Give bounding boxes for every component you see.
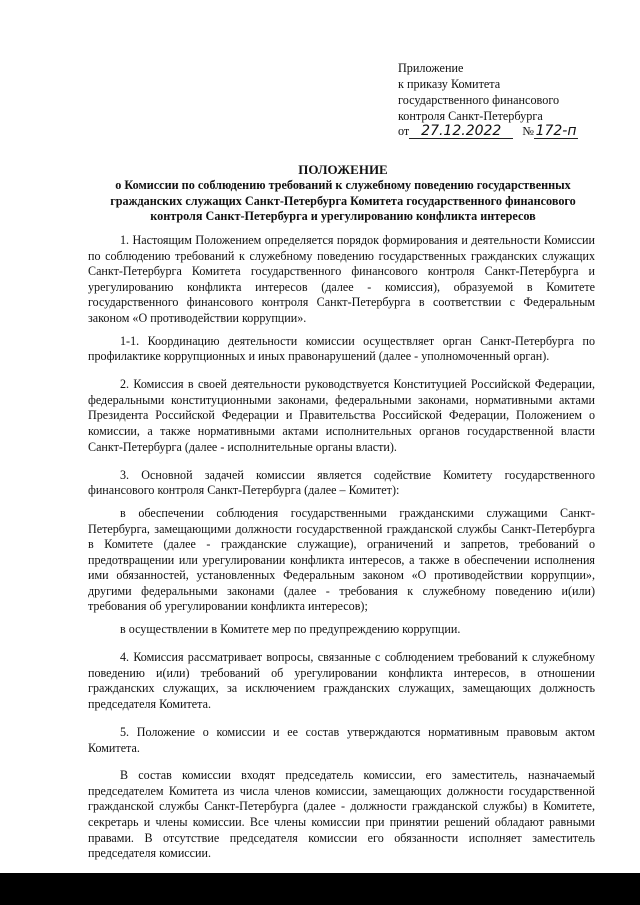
paragraph-1: 1. Настоящим Положением определяется порядок формирования и деятельности Комиссии по соблюдению требований к служебному поведению государственных гражданских служащих Санкт-Петербурга Комитета государственного финансового контроля Санкт-Петербурга и урегулированию конфликта интересов (далее - комиссия), образуемой в Комитете государственного финансового контроля Санкт-Петербурга в соответствии с Федеральным законом «О противодействии коррупции». bbox=[88, 233, 595, 325]
paragraph-3-item-a: в обеспечении соблюдения государственными гражданскими служащими Санкт-Петербурга, замещающими должности государственной гражданской службы Санкт-Петербурга в Комитете (далее - гражданские служащие), ограничений и запретов, требований о предотвращении или урегулировании конфликта интересов, а также в обеспечении исполнения ими обязанностей, установленных Федеральным законом «О противодействии коррупции», другими федеральными законами (далее - требования к служебному поведению и(или) требования об урегулировании конфликта интересов); bbox=[88, 505, 595, 614]
paragraph-4: 4. Комиссия рассматривает вопросы, связанные с соблюдением требований к служебному поведению и(или) требований об урегулировании конфликта интересов, в отношении гражданских служащих, за исключением гражданских служащих, замещающих должность председателя Комитета. bbox=[88, 650, 595, 711]
document-title: ПОЛОЖЕНИЕ bbox=[298, 162, 388, 177]
appendix-line: к приказу Комитета bbox=[398, 77, 501, 91]
appendix-line: Приложение bbox=[398, 61, 464, 75]
order-date: 27.12.2022 bbox=[409, 124, 513, 139]
paragraph-6: В состав комиссии входят председатель комиссии, его заместитель, назначаемый председателем Комитета из числа членов комиссии, замещающих должности государственной гражданской службы Санкт-Петербурга (далее - должности гражданской службы) в Комитете, секретарь и члены комиссии. Все члены комиссии при принятии решений обладают равными правами. В отсутствие председателя комиссии его обязанности исполняет заместитель председателя комиссии. bbox=[88, 768, 595, 861]
date-prefix: от bbox=[398, 124, 410, 138]
document-subtitle: о Комиссии по соблюдению требований к служебному поведению государственных гражданских служащих Санкт-Петербурга Комитета государственного финансового контроля Санкт-Петербурга и урегулированию конфликта интересов bbox=[110, 178, 576, 223]
appendix-block bbox=[398, 60, 559, 124]
number-prefix: № bbox=[522, 124, 535, 138]
scan-border bbox=[0, 873, 640, 905]
paragraph-5: 5. Положение о комиссии и ее состав утверждаются нормативным правовым актом Комитета. bbox=[88, 725, 595, 755]
document-body bbox=[88, 233, 595, 874]
order-number: 172-п bbox=[535, 123, 577, 139]
paragraph-3-item-b: в осуществлении в Комитете мер по предупреждению коррупции. bbox=[120, 622, 461, 637]
appendix-line: контроля Санкт-Петербурга bbox=[398, 109, 543, 123]
paragraph-3: 3. Основной задачей комиссии является содействие Комитету государственного финансового контроля Санкт-Петербурга (далее – Комитет): bbox=[88, 467, 595, 498]
paragraph-1-1: 1-1. Координацию деятельности комиссии осуществляет орган Санкт-Петербурга по профилактике коррупционных и иных правонарушений (далее - уполномоченный орган). bbox=[88, 333, 595, 364]
paragraph-2: 2. Комиссия в своей деятельности руководствуется Конституцией Российской Федерации, федеральными конституционными законами, федеральными законами, нормативными актами Президента Российской Федерации и Правительства Российской Федерации, Положением о комиссии, а также нормативными актами исполнительных органов государственной власти Санкт-Петербурга (далее - исполнительные органы власти). bbox=[88, 377, 595, 454]
order-date-number bbox=[398, 124, 578, 139]
appendix-line: государственного финансового bbox=[398, 93, 560, 107]
